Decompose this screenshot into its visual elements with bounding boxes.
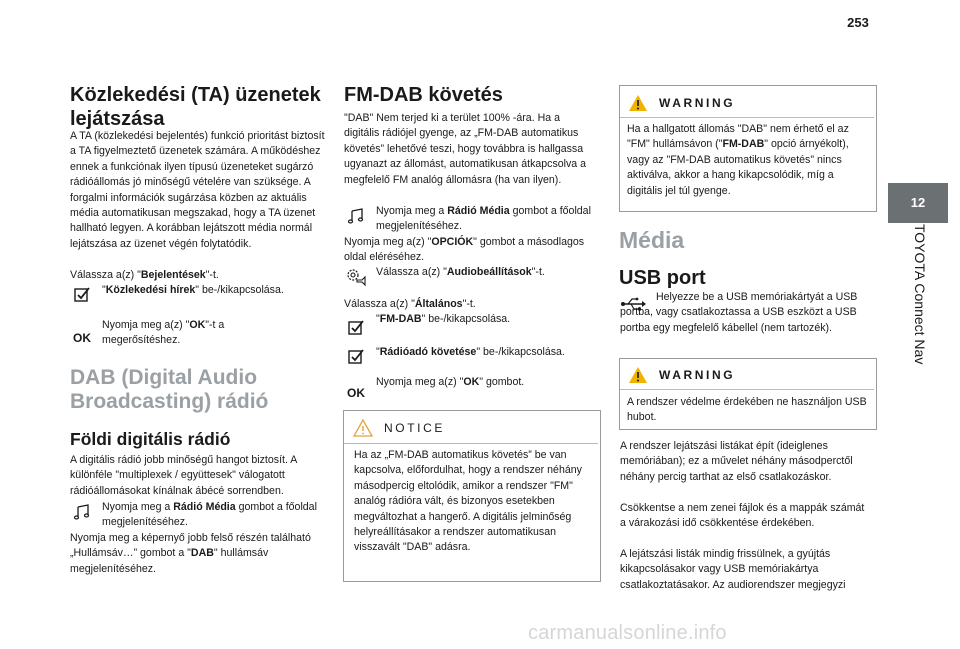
checkbox-icon: [344, 345, 368, 369]
fm-audio-settings-row: [344, 265, 594, 289]
checkbox-icon: [344, 316, 368, 340]
watermark: carmanualsonline.info: [528, 622, 727, 644]
settings-sound-icon: [344, 265, 368, 289]
warning-separator-1: [620, 117, 874, 118]
notice-text: Ha az „FM-DAB automatikus követés” be van kapcsolva, előfordulhat, hogy a rendszer néhány másodpercig eltolódik, amikor a rendszer "FM" analóg rádióra vált, és bizonyos esetekben megváltozhat a hangerő. A digitális jelminőség helyreállításakor a rendszer automatikusan visszavált "DAB" adásra.: [354, 449, 582, 554]
warning-text-2: A rendszer védelme érdekében ne használjon USB hubot.: [627, 396, 867, 424]
chapter-tab: 12: [888, 183, 948, 223]
ta-check-text: "Közlekedési hírek" be-/kikapcsolása.: [102, 284, 284, 296]
ta-check-row: [70, 283, 332, 307]
ta-select-announcements: Válassza a(z) "Bejelentések"-t.: [70, 269, 219, 281]
notice-header: [352, 418, 445, 438]
checkbox-icon: [70, 283, 94, 307]
heading-ta: Közlekedési (TA) üzenetek lejátszása: [70, 84, 321, 130]
page-number: 253: [847, 15, 869, 30]
foldi-paragraph: A digitális rádió jobb minőségű hangot biztosít. A különféle "multiplexek / együttesek" válogatott rádióállomásokat kínálnak ábécé sorrendben.: [70, 454, 297, 497]
fm-ok-text: Nyomja meg a(z) "OK" gombot.: [376, 376, 525, 388]
warning-text-1: Ha a hallgatott állomás "DAB" nem érhető el az "FM" hullámsávon ("FM-DAB" opció árnyékolt), vagy az "FM-DAB automatikus követés" nincs aktiválva, akkor a hang kikapcsolódik, míg a digitális jel túl gyenge.: [627, 123, 849, 197]
chapter-title: [868, 224, 960, 644]
warning-title-1: WARNING: [659, 96, 736, 110]
usb-paragraph-2: Csökkentse a nem zenei fájlok és a mappák számát a várakozási idő csökkentése érdekében.: [620, 502, 865, 530]
foldi-note-text: Nyomja meg a Rádió Média gombot a főoldal megjelenítéséhez.: [102, 501, 317, 529]
ok-icon: OK: [347, 386, 365, 400]
music-note-icon: [344, 204, 368, 228]
notice-triangle-icon: [352, 418, 374, 438]
warning-separator-2: [620, 389, 874, 390]
warning-header-1: [627, 93, 735, 113]
fm-note-row: [344, 204, 594, 235]
warning-header-2: [627, 365, 735, 385]
foldi-band-paragraph: Nyomja meg a képernyő jobb felső részén található „Hullámsáv…” gombot a "DAB" hullámsáv megjelenítéséhez.: [70, 532, 311, 575]
ta-ok-row: [70, 318, 332, 350]
warning-title-2: WARNING: [659, 368, 736, 382]
heading-usb-port: USB port: [619, 267, 706, 289]
ta-ok-text: Nyomja meg a(z) "OK"-t a megerősítéshez.: [102, 319, 225, 347]
usb-text: Helyezze be a USB memóriakártyát a USB portba, vagy csatlakoztassa a USB eszközt a USB portba egy megfelelő kábellel (nem tartozék).: [620, 291, 858, 334]
music-note-icon: [70, 500, 94, 524]
fm-paragraph: "DAB" Nem terjed ki a terület 100% -ára. Ha a digitális rádiójel gyenge, az „FM-DAB automatikus követés” lehetővé teszi, hogy továbbra is hallgassa ugyanazt az állomást, automatikusan átkapcsolva a megfelelő FM analóg állomásra (ha van ilyen).: [344, 112, 587, 186]
foldi-note-row: [70, 500, 332, 531]
fm-options-paragraph: Nyomja meg a(z) "OPCIÓK" gombot a másodlagos oldal eléréséhez.: [344, 236, 585, 264]
chapter-title-text: TOYOTA Connect Nav: [912, 224, 928, 365]
heading-fm-dab: FM-DAB követés: [344, 84, 503, 106]
fm-check2-text: "Rádióadó követése" be-/kikapcsolása.: [376, 346, 565, 358]
heading-media: Média: [619, 227, 685, 253]
heading-dab: DAB (Digital Audio Broadcasting) rádió: [70, 366, 269, 413]
ta-paragraph: A TA (közlekedési bejelentés) funkció prioritást biztosít a TA figyelmeztető üzenetek számára. A működéshez ennek a funkciónak ilyen típusú üzeneteket sugárzó rádióállomás jó minőségű vételére van szüksége. A forgalmi információk sugárzása közben az aktuális média automatikusan megszakad, hogy a TA üzenet hallható legyen. A korábban lejátszott média normál lejátszása az üzenet végén folytatódik.: [70, 130, 325, 250]
fm-check1-row: [344, 312, 594, 340]
fm-audio-settings-text: Válassza a(z) "Audiobeállítások"-t.: [376, 266, 545, 278]
notice-separator: [344, 443, 598, 444]
warning-triangle-icon: [627, 93, 649, 113]
fm-ok-row: [344, 375, 594, 405]
notice-title: NOTICE: [384, 421, 445, 435]
usb-paragraph-3: A lejátszási listák mindig frissülnek, a gyújtás kikapcsolásakor vagy USB memóriakártya csatlakoztatásakor. Az audiorendszer megjegyzi: [620, 548, 846, 591]
fm-check1-text: "FM-DAB" be-/kikapcsolása.: [376, 313, 511, 325]
fm-check2-row: [344, 345, 594, 369]
usb-paragraph-1: A rendszer lejátszási listákat épít (ideiglenes memóriában); ez a művelet néhány másodperctől néhány percig tarthat az első csatlakozáskor.: [620, 440, 853, 483]
heading-foldi: Földi digitális rádió: [70, 429, 231, 449]
fm-general-paragraph: Válassza a(z) "Általános"-t.: [344, 298, 476, 310]
ok-icon: OK: [73, 331, 91, 345]
warning-triangle-icon: [627, 365, 649, 385]
fm-note-text: Nyomja meg a Rádió Média gombot a főoldal megjelenítéséhez.: [376, 205, 591, 233]
